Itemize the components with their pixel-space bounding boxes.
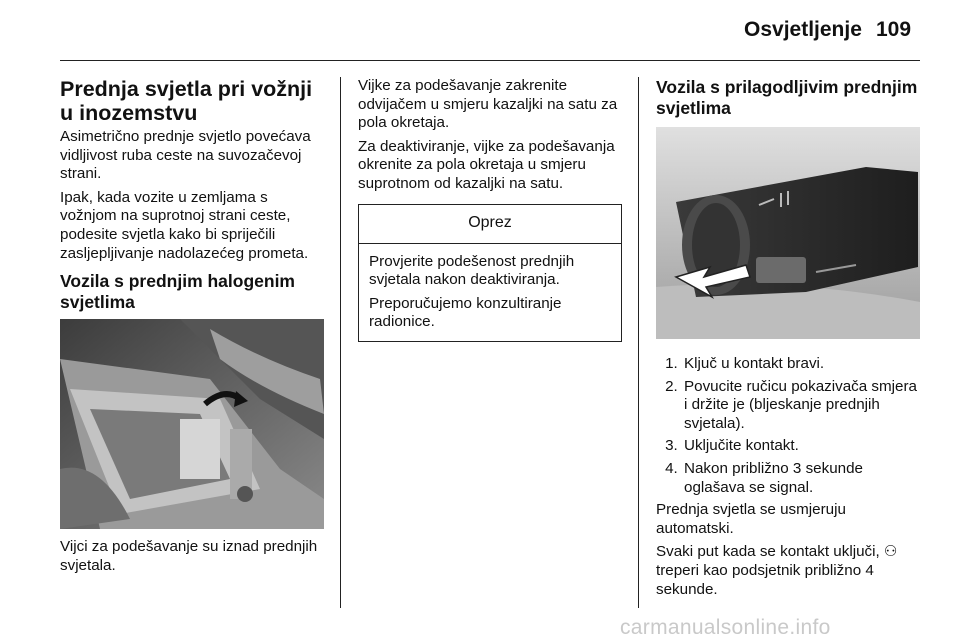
paragraph-reminder: Svaki put kada se kontakt uključi, ⚇ treperi kao podsjetnik približno 4 sekunde. xyxy=(656,543,898,598)
caution-box xyxy=(358,204,622,342)
page-number: 109 xyxy=(876,18,912,41)
caution-body xyxy=(359,244,621,341)
caution-paragraph-check: Provjerite podešenost prednjih svjetala nakon deaktiviranja. xyxy=(369,252,575,289)
subheading-halogen: Vozila s prednjim halogenim svjetlima xyxy=(60,271,295,313)
paragraph-adjust: Ipak, kada vozite u zemljama s vožnjom na suprotnoj strani ceste, podesite svjetla kako bi spriječili zasljepljivanje nadolazećeg prometa. xyxy=(60,188,309,262)
paragraph-deactivate: Za deaktiviranje, vijke za podešavanja okrenite za pola okretaja u smjeru suprotnom od kazaljki na satu. xyxy=(358,137,615,192)
indicator-stalk-figure xyxy=(656,127,920,339)
step-item: 1. Ključ u kontakt bravi. xyxy=(682,355,920,374)
step-item: 3. Uključite kontakt. xyxy=(682,437,920,456)
caution-paragraph-workshop: Preporučujemo konzultiranje radionice. xyxy=(369,294,562,331)
left-column xyxy=(60,77,328,580)
steps-list xyxy=(656,355,920,497)
paragraph-asymmetric: Asimetrično prednje svjetlo povećava vidljivost ruba ceste na suvozačevoj strani. xyxy=(60,128,311,183)
watermark: carmanualsonline.info xyxy=(620,616,831,639)
paragraph-auto-aim: Prednja svjetla se usmjeruju automatski. xyxy=(656,501,846,537)
step-item: 2. Povucite ručicu pokazivača smjera i držite je (bljeskanje prednjih svjetala). xyxy=(682,378,920,434)
paragraph-turn-screws: Vijke za podešavanje zakrenite odvijačem u smjeru kazaljki na satu za pola okretaja. xyxy=(358,77,618,132)
section-heading-adaptive: Vozila s prilagodljivim prednjim svjetlima xyxy=(656,77,918,118)
page-header-title: Osvjetljenje xyxy=(744,18,862,41)
header-rule xyxy=(60,60,920,61)
right-column xyxy=(656,77,920,604)
column-divider-right xyxy=(638,77,639,608)
section-heading-abroad: Prednja svjetla pri vožnji u inozemstvu xyxy=(60,77,313,125)
caution-title: Oprez xyxy=(359,205,621,244)
column-divider-left xyxy=(340,77,341,608)
step-item: 4. Nakon približno 3 sekunde oglašava se signal. xyxy=(682,460,920,497)
figure-caption-halogen: Vijci za podešavanje su iznad prednjih svjetala. xyxy=(60,538,318,574)
middle-column xyxy=(358,77,622,342)
halogen-headlight-figure xyxy=(60,319,324,529)
